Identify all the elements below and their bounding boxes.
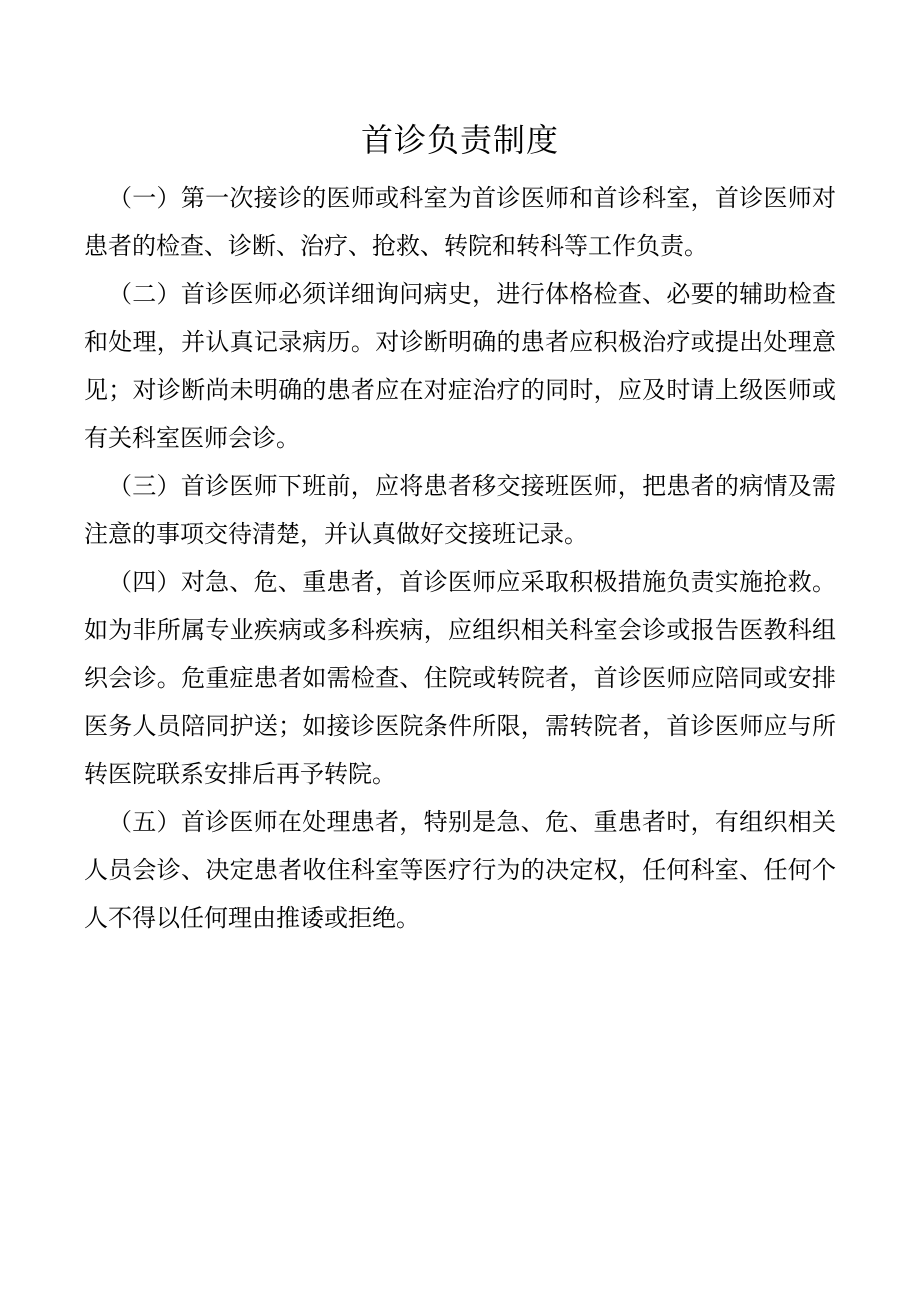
paragraph-4: （四）对急、危、重患者，首诊医师应采取积极措施负责实施抢救。如为非所属专业疾病或多科疾病，应组织相关科室会诊或报告医教科组织会诊。危重症患者如需检查、住院或转院者，首诊医师应陪同或安排医务人员陪同护送；如接诊医院条件所限，需转院者，首诊医师应与所转医院联系安排后再予转院。 (84, 568, 836, 788)
paragraph-5: （五）首诊医师在处理患者，特别是急、危、重患者时，有组织相关人员会诊、决定患者收住科室等医疗行为的决定权，任何科室、任何个人不得以任何理由推诿或拒绝。 (84, 808, 836, 932)
paragraph-1: （一）第一次接诊的医师或科室为首诊医师和首诊科室，首诊医师对患者的检查、诊断、治疗、抢救、转院和转科等工作负责。 (84, 184, 836, 260)
paragraph-list (84, 174, 836, 942)
document-title: 首诊负责制度 (360, 121, 559, 159)
paragraph-3: （三）首诊医师下班前，应将患者移交接班医师，把患者的病情及需注意的事项交待清楚，并认真做好交接班记录。 (84, 472, 836, 548)
paragraph-2: （二）首诊医师必须详细询问病史，进行体格检查、必要的辅助检查和处理，并认真记录病历。对诊断明确的患者应积极治疗或提出处理意见；对诊断尚未明确的患者应在对症治疗的同时，应及时请上级医师或有关科室医师会诊。 (84, 280, 836, 452)
